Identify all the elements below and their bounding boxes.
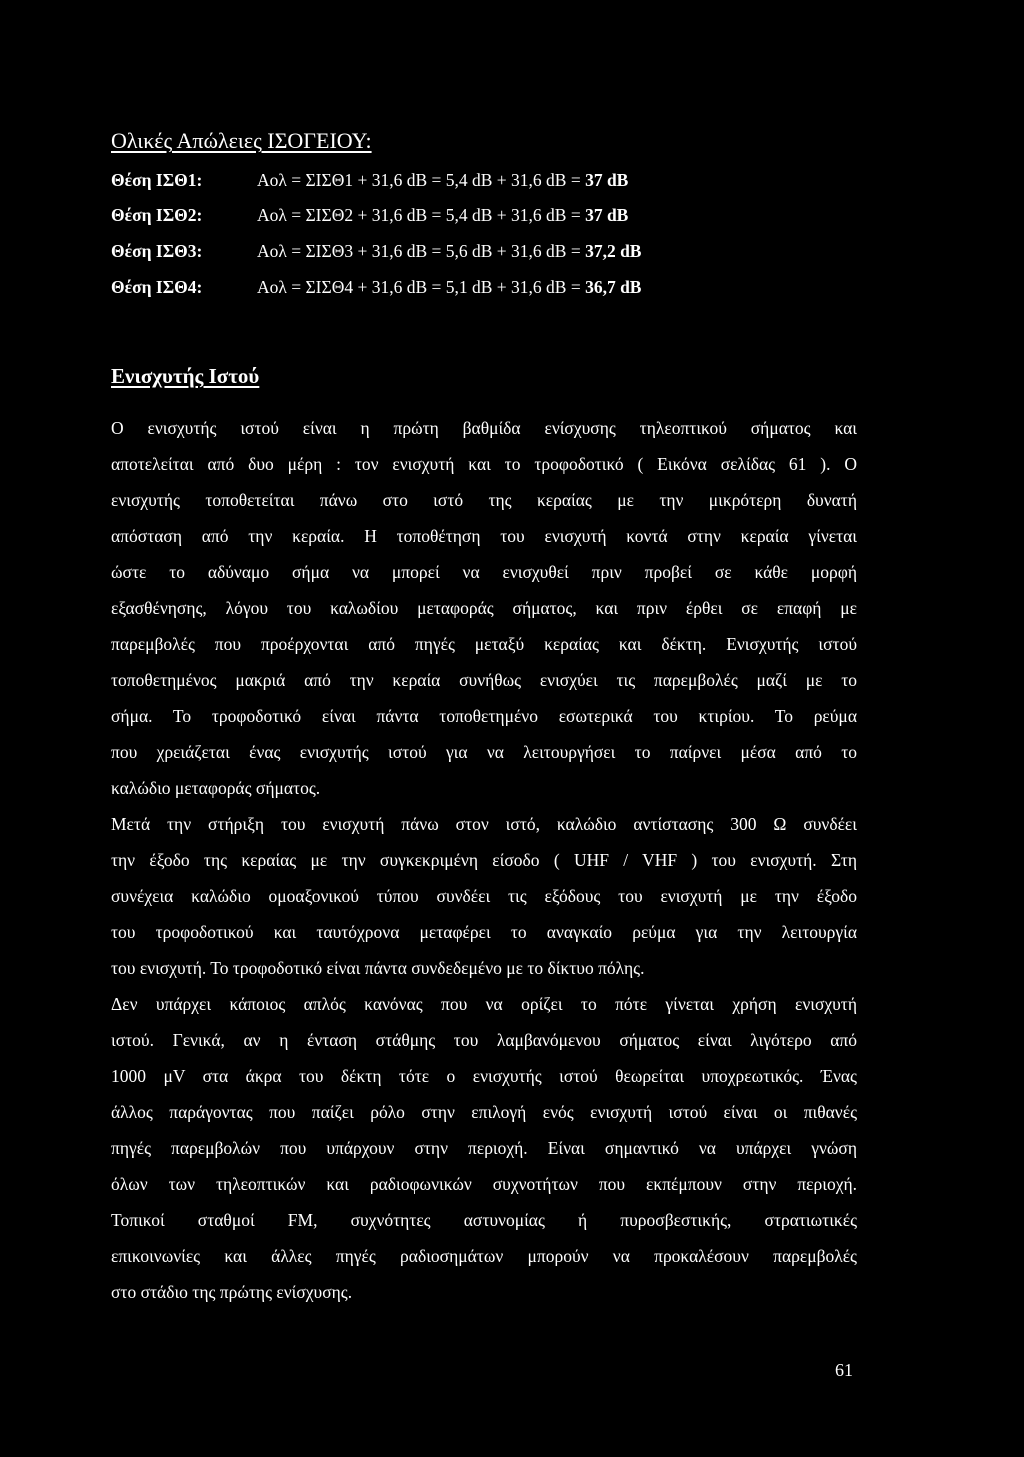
paragraph-line: τοποθετημένος μακριά από την κεραία συνήθως ενισχύει τις παρεμβολές μαζί με το (111, 670, 857, 690)
paragraph-line: ενισχυτής τοποθετείται πάνω στο ιστό της κεραίας με την μικρότερη δυνατή (111, 490, 857, 510)
loss-label: Θέση ΙΣΘ3: (111, 241, 203, 261)
amplifier-heading: Ενισχυτής Ιστού (111, 364, 260, 388)
loss-result: 37 dB (585, 205, 629, 225)
paragraph-line: πηγές παρεμβολών που υπάρχουν στην περιοχή. Είναι σημαντικό να υπάρχει γνώση (111, 1138, 857, 1158)
loss-result: 36,7 dB (585, 277, 642, 297)
loss-formula (257, 205, 628, 226)
paragraph-line: του ενισχυτή. Το τροφοδοτικό είναι πάντα συνδεδεμένο με το δίκτυο πόλης. (111, 958, 645, 978)
paragraph-line: Τοπικοί σταθμοί FM, συχνότητες αστυνομίας ή πυροσβεστικής, στρατιωτικές (111, 1210, 857, 1230)
paragraph-line: ώστε το αδύναμο σήμα να μπορεί να ενισχυθεί πριν προβεί σε κάθε μορφή (111, 562, 857, 582)
paragraph-line: σήμα. Το τροφοδοτικό είναι πάντα τοποθετημένο εσωτερικά του κτιρίου. Το ρεύμα (111, 706, 857, 726)
loss-formula-text: Αολ = ΣΙΣΘ3 + 31,6 dB = 5,6 dB + 31,6 dB = (257, 241, 586, 261)
loss-formula (257, 277, 641, 298)
paragraph-line: Δεν υπάρχει κάποιος απλός κανόνας που να ορίζει το πότε γίνεται χρήση ενισχυτή (111, 994, 857, 1014)
loss-formula-text: Αολ = ΣΙΣΘ2 + 31,6 dB = 5,4 dB + 31,6 dB = (257, 205, 586, 225)
loss-result: 37 dB (585, 170, 629, 190)
paragraph-line: όλων των τηλεοπτικών και ραδιοφωνικών συχνοτήτων που εκπέμπουν στην περιοχή. (111, 1174, 857, 1194)
loss-formula-text: Αολ = ΣΙΣΘ1 + 31,6 dB = 5,4 dB + 31,6 dB = (257, 170, 586, 190)
paragraph-line: εξασθένησης, λόγου του καλωδίου μεταφοράς σήματος, και πριν έρθει σε επαφή με (111, 598, 857, 618)
paragraph-line: καλώδιο μεταφοράς σήματος. (111, 778, 321, 798)
loss-formula (257, 170, 628, 191)
paragraph-line: Μετά την στήριξη του ενισχυτή πάνω στον ιστό, καλώδιο αντίστασης 300 Ω συνδέει (111, 814, 857, 834)
losses-heading: Ολικές Απώλειες ΙΣΟΓΕΙΟΥ: (111, 128, 372, 153)
paragraph-line: αποτελείται από δυο μέρη : τον ενισχυτή και το τροφοδοτικό ( Εικόνα σελίδας 61 ). Ο (111, 454, 857, 474)
paragraph-line: στο στάδιο της πρώτης ενίσχυσης. (111, 1282, 353, 1302)
page-number: 61 (835, 1360, 853, 1380)
paragraph-line: την έξοδο της κεραίας με την συγκεκριμένη είσοδο ( UHF / VHF ) του ενισχυτή. Στη (111, 850, 857, 870)
loss-result: 37,2 dB (585, 241, 642, 261)
loss-label: Θέση ΙΣΘ2: (111, 205, 203, 225)
paragraph-line: απόσταση από την κεραία. Η τοποθέτηση του ενισχυτή κοντά στην κεραία γίνεται (111, 526, 857, 546)
paragraph-line: Ο ενισχυτής ιστού είναι η πρώτη βαθμίδα ενίσχυσης τηλεοπτικού σήματος και (111, 418, 857, 438)
paragraph-line: παρεμβολές που προέρχονται από πηγές μεταξύ κεραίας και δέκτη. Ενισχυτής ιστού (111, 634, 857, 654)
paragraph-line: του τροφοδοτικού και ταυτόχρονα μεταφέρει το αναγκαίο ρεύμα για την λειτουργία (111, 922, 857, 942)
paragraph-line: επικοινωνίες και άλλες πηγές ραδιοσημάτων μπορούν να προκαλέσουν παρεμβολές (111, 1246, 857, 1266)
paragraph-line: ιστού. Γενικά, αν η ένταση στάθμης του λαμβανόμενου σήματος είναι λιγότερο από (111, 1030, 857, 1050)
loss-formula-text: Αολ = ΣΙΣΘ4 + 31,6 dB = 5,1 dB + 31,6 dB = (257, 277, 586, 297)
paragraph-line: συνέχεια καλώδιο ομοαξονικού τύπου συνδέει τις εξόδους του ενισχυτή με την έξοδο (111, 886, 857, 906)
loss-label: Θέση ΙΣΘ4: (111, 277, 203, 297)
paragraph-line: που χρειάζεται ένας ενισχυτής ιστού για να λειτουργήσει το παίρνει μέσα από το (111, 742, 857, 762)
paragraph-line: άλλος παράγοντας που παίζει ρόλο στην επιλογή ενός ενισχυτή ιστού είναι οι πιθανές (111, 1102, 857, 1122)
loss-formula (257, 241, 641, 262)
paragraph-line: 1000 μV στα άκρα του δέκτη τότε ο ενισχυτής ιστού θεωρείται υποχρεωτικός. Ένας (111, 1066, 857, 1086)
loss-label: Θέση ΙΣΘ1: (111, 170, 203, 190)
